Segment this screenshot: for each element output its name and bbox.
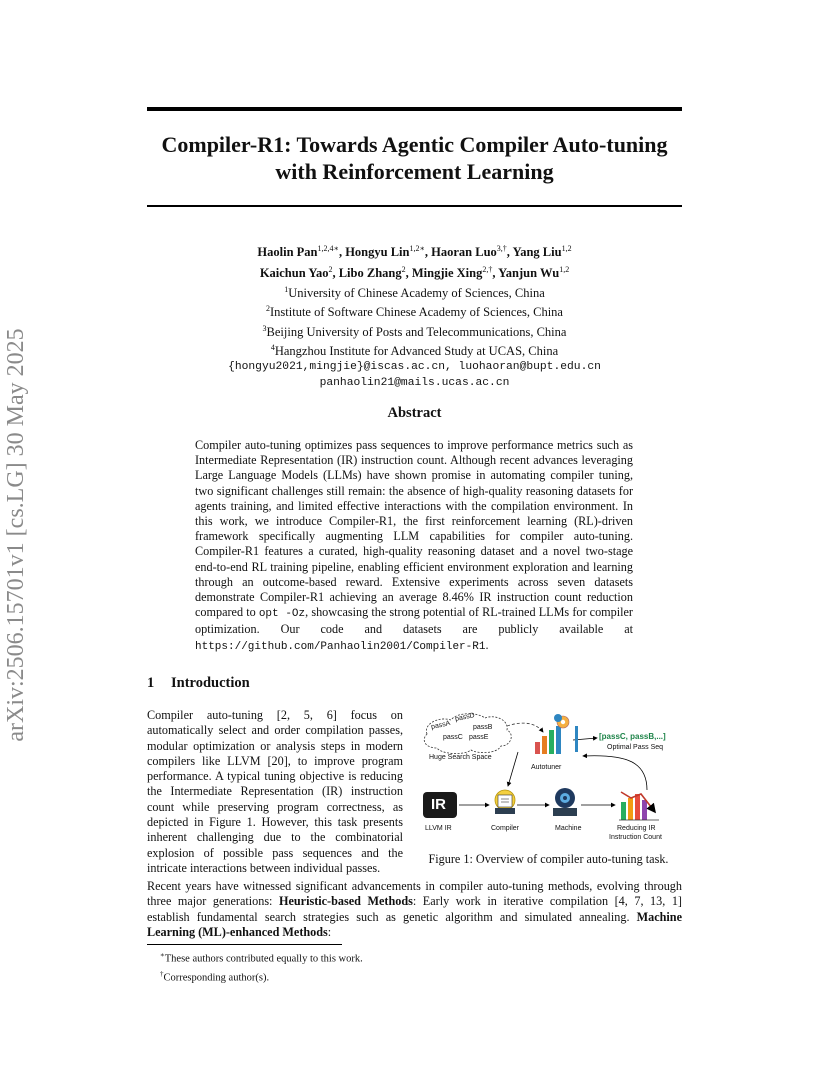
email-line: {hongyu2021,mingjie}@iscas.ac.cn, luohaoran@bupt.edu.cn [228,360,601,373]
author: Kaichun Yao [259,266,329,281]
indicator-bar [575,726,578,752]
author-affil-sup: 2 [401,265,406,275]
authors-block [147,240,682,391]
author-affil-sup: 2 [328,265,333,275]
title-line-1: Compiler-R1: Towards Agentic Compiler Auto-tuning [161,132,668,157]
machine-icon [553,788,577,816]
pass-label: passB [473,724,493,731]
title-bottom-rule [147,205,682,207]
author-sep: , [506,245,513,260]
pass-label: passC [443,734,463,741]
pass-label: passA [430,720,451,731]
author-sep: , [338,245,346,260]
email-line: panhaolin21@mails.ucas.ac.cn [319,376,510,389]
author-sep: , [405,266,412,281]
section-heading-introduction [147,675,250,692]
pass-label: passD [454,712,476,723]
abstract-part-1: Compiler auto-tuning optimizes pass sequences to improve performance metrics such as Intermediate Representation (IR) instruction count. Although recent advances leveraging Large Language Models (LLMs) have shown promise in automating compiler tuning, two significant challenges still remain: the absence of high-quality reasoning datasets for agents training, and limited effective interactions with the compilation environment. In this work, we introduce Compiler-R1, the first reinforcement learning (RL)-driven framework specifically augmenting LLM capabilities for compiler auto-tuning. Compiler-R1 features a curated, high-quality reasoning dataset and a novel two-stage end-to-end RL training pipeline, enabling efficient environment exploration and learning through an outcome-based reward. Extensive experiments across seven datasets demonstrate Compiler-R1 achieving an average 8.46% IR instruction count reduction compared to [195,438,633,620]
machine-label: Machine [555,825,582,832]
author-line-2 [147,261,682,282]
author-affil-sup: 3,† [496,244,507,253]
llvm-ir-label: LLVM IR [425,825,452,832]
author-affil-sup: 1,2 [559,265,570,275]
search-space-label: Huge Search Space [429,754,492,761]
feedback-arrow [583,756,647,790]
figure-1 [415,712,682,850]
footnote-rule [147,944,342,945]
author-affil-sup: 2,† [482,265,493,275]
figure-caption: Figure 1: Overview of compiler auto-tuning task. [428,852,669,866]
affiliation [147,282,682,301]
intro-column-text: Compiler auto-tuning [2, 5, 6] focus on automatically select and order compilation passes, modular optimization or analysis steps in modern compilers like LLVM [20], to improve program performance. A typical tuning objective is reducing the Intermediate Representation (IR) instruction count while preserving program correctness, as depicted in Figure 1. However, this task presents inherent challenging due to the combinatorial explosion of possible pass sequences and the intricate interactions between individual passes. [147,708,403,875]
reducing-chart-icon [619,792,659,820]
autotuner-label: Autotuner [531,764,562,771]
bold-term: Machine Learning (ML)-enhanced Methods [147,909,682,939]
github-link[interactable]: https://github.com/Panhaolin2001/Compiler-R1 [195,640,486,653]
footnotes [160,948,363,985]
cloud-to-autotuner-arrow [507,723,543,732]
ir-box-text: IR [431,796,446,813]
author: Haoran Luo [431,245,497,260]
compiler-label: Compiler [491,825,520,832]
autotuner-to-compiler-arrow [508,752,518,786]
author: Yang Liu [512,245,562,260]
intro-text-part-2: : Early work in iterative compilation [4, 7, 13, 1] establish fundamental search strategies such as genetic algorithm and simulated annealing. [147,894,682,924]
title-top-rule [147,107,682,111]
affiliation-sup: 1 [284,285,289,295]
abstract-heading: Abstract [387,405,442,421]
autotuner-chart-icon [535,716,569,754]
affiliation-text: Institute of Software Chinese Academy of Sciences, China [270,305,563,320]
author: Yanjun Wu [498,266,560,281]
author-affil-sup: 1,2,4∗ [317,244,339,253]
intro-text-part-1: Recent years have witnessed significant advancements in compiler auto-tuning methods, evolving through three major generations: [147,879,682,909]
author-affil-sup: 1,2 [561,244,572,253]
author-sep: , [424,245,432,260]
paper-title [147,131,682,185]
author: Libo Zhang [338,266,402,281]
section-title: Introduction [171,675,250,691]
affiliation-sup: 3 [262,323,267,333]
affiliation-text: University of Chinese Academy of Sciences, China [288,286,545,301]
author: Haolin Pan [257,245,318,260]
pass-label: passE [469,734,489,741]
author-sep: , [492,266,499,281]
footnote [160,967,363,986]
footnote-text: Corresponding author(s). [163,972,270,983]
affiliation [147,321,682,340]
author: Hongyu Lin [345,245,410,260]
footnote-mark: ∗ [160,951,165,959]
author-line-1 [147,240,682,261]
reducing-label: Reducing IR [617,825,656,832]
footnote-text: These authors contributed equally to this work. [164,953,363,965]
bold-term: Heuristic-based Methods [279,894,413,909]
abstract-part-3: . [485,637,489,652]
section-number: 1 [147,675,155,691]
check-badge-icon [554,714,562,722]
author-sep: , [332,266,339,281]
abstract-text [195,438,633,655]
affiliation [147,301,682,320]
optimal-pass-seq-label: Optimal Pass Seq [607,744,664,751]
abstract-code-opt: opt -Oz [258,608,306,621]
intro-text-part-3: : [327,924,332,939]
footnote-mark: † [160,969,164,978]
intro-full-text [147,879,682,940]
instruction-count-label: Instruction Count [609,834,662,841]
compiler-icon [495,790,515,814]
affiliation [147,340,682,359]
author: Mingjie Xing [411,266,483,281]
affiliation-sup: 2 [266,304,270,314]
footnote [160,948,363,967]
author-affil-sup: 1,2∗ [409,244,425,253]
title-line-2: with Reinforcement Learning [275,159,554,184]
affiliation-text: Hangzhou Institute for Advanced Study at UCAS, China [274,343,559,358]
affiliation-text: Beijing University of Posts and Telecommunications, China [266,324,567,339]
affiliation-sup: 4 [270,342,275,352]
arxiv-stamp: arXiv:2506.15701v1 [cs.LG] 30 May 2025 [3,328,29,742]
optimal-seq-label: [passC, passB,...] [599,732,666,741]
abstract-part-2: , showcasing the strong potential of RL-trained LLMs for compiler optimization. Our code and datasets are publicly available at [195,605,633,637]
